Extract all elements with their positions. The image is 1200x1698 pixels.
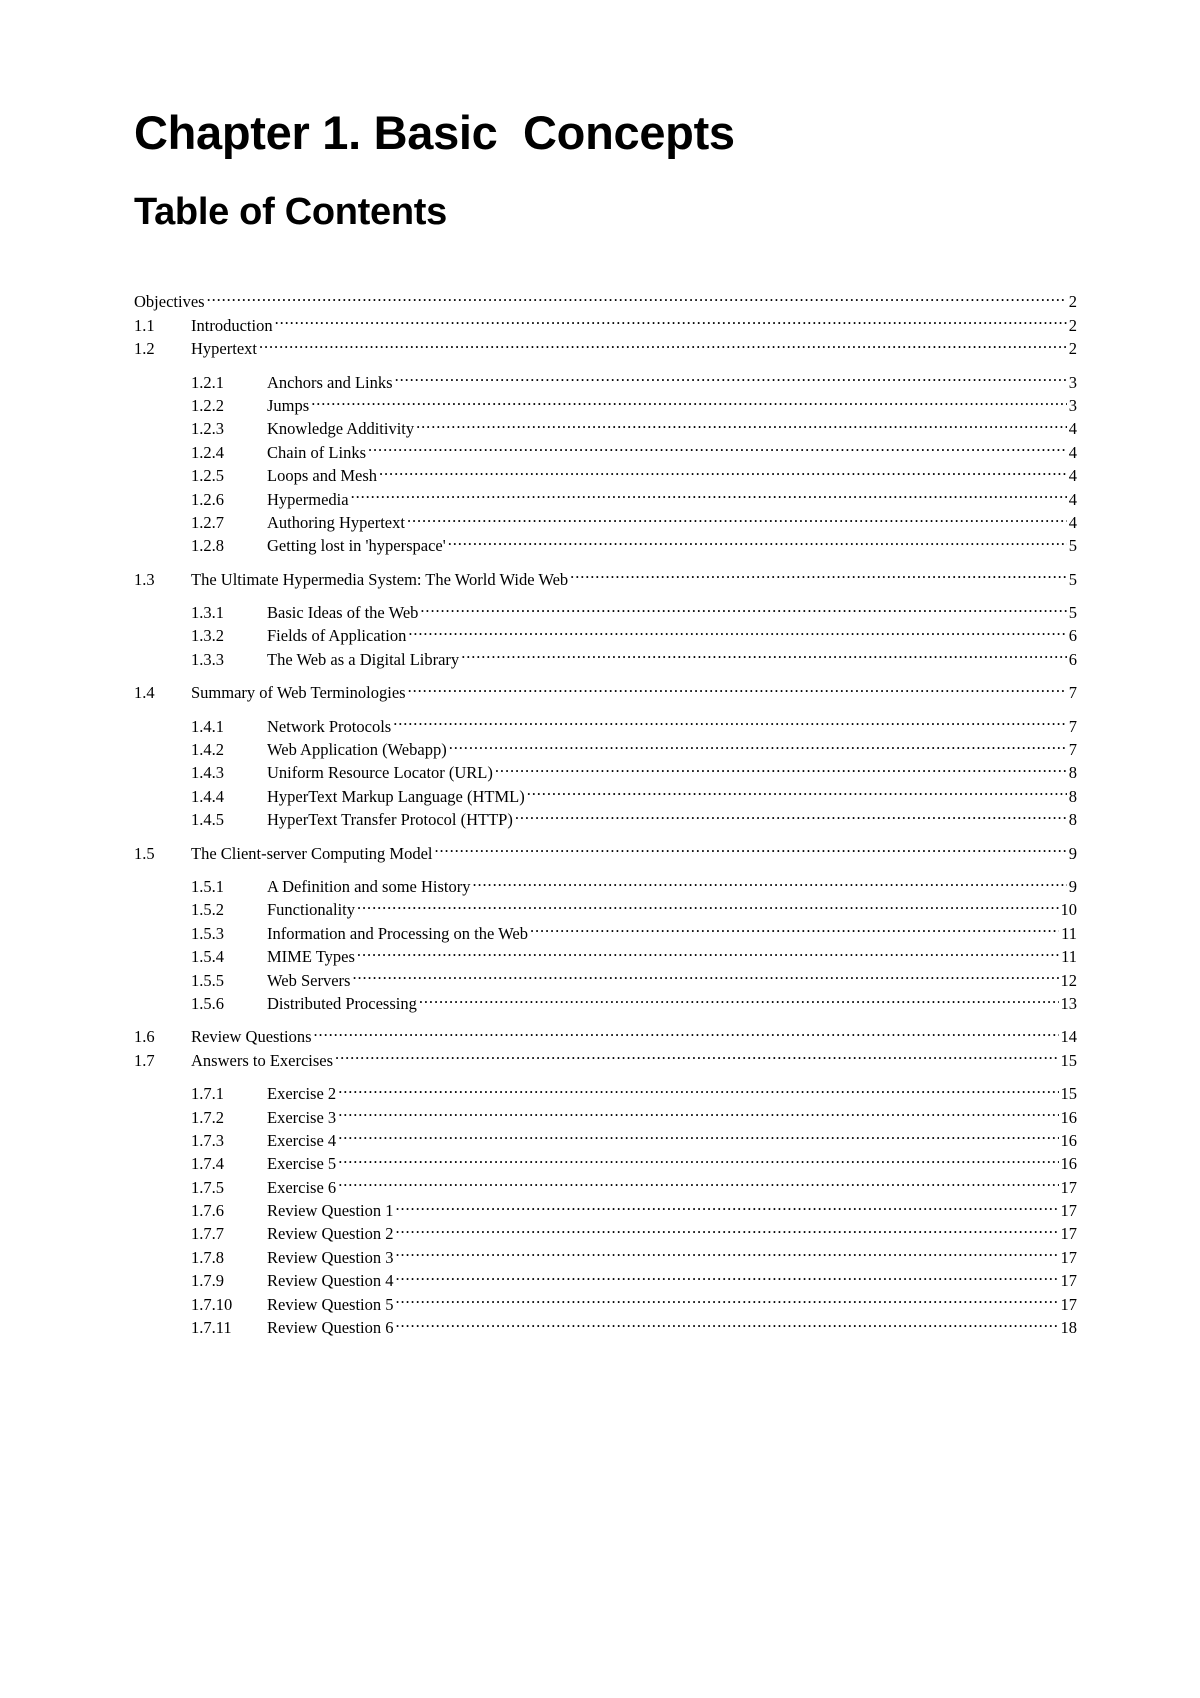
dot-leader — [395, 1310, 1058, 1333]
toc-entry-number: 1.7.10 — [191, 1294, 233, 1314]
toc-entry-title: HyperText Transfer Protocol (HTTP) — [267, 810, 513, 830]
toc-entry-page: 16 — [1060, 1107, 1077, 1127]
toc-entry-page: 17 — [1060, 1271, 1077, 1291]
toc-entry-number: 1.4.1 — [191, 716, 224, 736]
toc-entry-number: 1.7.9 — [191, 1271, 224, 1291]
dot-leader — [435, 835, 1067, 858]
toc-entry-number: 1.4.2 — [191, 740, 224, 760]
toc-entry-title: Review Question 3 — [267, 1247, 394, 1267]
dot-leader — [338, 1076, 1058, 1099]
toc-entry-page: 2 — [1068, 292, 1077, 312]
dot-leader — [395, 1263, 1058, 1286]
toc-entry-page: 8 — [1068, 786, 1077, 806]
toc-entry[interactable] — [134, 364, 1077, 392]
toc-entry-page: 2 — [1068, 339, 1077, 359]
toc-entry-title: Web Application (Webapp) — [267, 740, 447, 760]
toc-entry-page: 17 — [1060, 1201, 1077, 1221]
toc-entry-number: 1.6 — [134, 1027, 155, 1047]
toc-entry-number: 1.7.11 — [191, 1318, 232, 1338]
toc-entry-page: 11 — [1061, 923, 1077, 943]
toc-entry-title: Exercise 4 — [267, 1130, 337, 1150]
toc-entry-number: 1.3 — [134, 569, 155, 589]
toc-entry-page: 17 — [1060, 1224, 1077, 1244]
toc-entry-number: 1.2.8 — [191, 536, 224, 556]
toc-entry-title: A Definition and some History — [267, 876, 471, 896]
toc-entry-page: 8 — [1068, 763, 1077, 783]
toc-entry-page: 17 — [1060, 1177, 1077, 1197]
toc-entry[interactable] — [134, 1076, 1077, 1104]
toc-entry[interactable] — [134, 595, 1077, 623]
toc-entry-page: 4 — [1068, 489, 1077, 509]
toc-entry-number: 1.7.7 — [191, 1224, 224, 1244]
toc-entry-page: 15 — [1060, 1084, 1077, 1104]
toc-entry-title: Web Servers — [267, 970, 351, 990]
dot-leader — [472, 869, 1066, 892]
toc-entry-number: 1.2.1 — [191, 372, 224, 392]
toc-entry[interactable] — [134, 675, 1077, 703]
dot-leader — [515, 802, 1067, 825]
toc-entry[interactable] — [134, 561, 1077, 589]
toc-entry-number: 1.5.3 — [191, 923, 224, 943]
toc-entry-number: 1.2.5 — [191, 466, 224, 486]
toc-entry-title: Chain of Links — [267, 442, 366, 462]
toc-entry-page: 12 — [1060, 970, 1077, 990]
dot-leader — [259, 331, 1067, 354]
toc-entry-title: Hypermedia — [267, 489, 349, 509]
table-of-contents — [134, 284, 1077, 1338]
toc-entry-number: 1.7 — [134, 1050, 155, 1070]
toc-entry-title: Knowledge Additivity — [267, 419, 415, 439]
dot-leader — [420, 595, 1066, 618]
toc-entry-page: 17 — [1060, 1247, 1077, 1267]
toc-entry-page: 16 — [1060, 1130, 1077, 1150]
toc-entry-title: Exercise 3 — [267, 1107, 337, 1127]
toc-entry-page: 5 — [1068, 536, 1077, 556]
toc-entry-title: Review Questions — [191, 1027, 312, 1047]
dot-leader — [357, 892, 1059, 915]
toc-entry-page: 3 — [1068, 372, 1077, 392]
toc-entry-title: Getting lost in 'hyperspace' — [267, 536, 446, 556]
dot-leader — [351, 481, 1067, 504]
toc-entry[interactable] — [134, 284, 1077, 312]
dot-leader — [449, 732, 1067, 755]
toc-entry[interactable] — [134, 307, 1077, 335]
toc-entry-title: Fields of Application — [267, 626, 407, 646]
toc-entry-page: 18 — [1060, 1318, 1077, 1338]
toc-entry-number: 1.3.1 — [191, 603, 224, 623]
toc-entry-number: 1.7.3 — [191, 1130, 224, 1150]
toc-entry-page: 4 — [1068, 419, 1077, 439]
toc-entry-title: Objectives — [134, 292, 205, 312]
toc-entry-title: Authoring Hypertext — [267, 512, 405, 532]
dot-leader — [335, 1042, 1058, 1065]
dot-leader — [338, 1123, 1058, 1146]
dot-leader — [495, 755, 1067, 778]
toc-entry-title: The Client-server Computing Model — [191, 843, 433, 863]
toc-entry-page: 7 — [1068, 716, 1077, 736]
dot-leader — [408, 618, 1066, 641]
toc-entry-page: 15 — [1060, 1050, 1077, 1070]
dot-leader — [416, 411, 1067, 434]
toc-entry-number: 1.3.3 — [191, 649, 224, 669]
toc-entry-number: 1.7.4 — [191, 1154, 224, 1174]
toc-entry-page: 4 — [1068, 466, 1077, 486]
toc-entry-page: 17 — [1060, 1294, 1077, 1314]
dot-leader — [311, 388, 1067, 411]
toc-entry-number: 1.7.2 — [191, 1107, 224, 1127]
toc-entry-title: Exercise 5 — [267, 1154, 337, 1174]
toc-entry-page: 14 — [1060, 1027, 1077, 1047]
toc-entry-page: 2 — [1068, 315, 1077, 335]
toc-entry-number: 1.4.5 — [191, 810, 224, 830]
toc-entry-page: 5 — [1068, 569, 1077, 589]
toc-entry-title: Information and Processing on the Web — [267, 923, 528, 943]
toc-entry-number: 1.2 — [134, 339, 155, 359]
dot-leader — [461, 641, 1067, 664]
toc-entry-number: 1.3.2 — [191, 626, 224, 646]
toc-entry-page: 9 — [1068, 843, 1077, 863]
dot-leader — [395, 364, 1067, 387]
toc-entry-page: 10 — [1060, 900, 1077, 920]
toc-entry-title: Exercise 2 — [267, 1084, 337, 1104]
toc-entry-title: Loops and Mesh — [267, 466, 377, 486]
toc-entry-number: 1.7.6 — [191, 1201, 224, 1221]
toc-entry-title: Review Question 5 — [267, 1294, 394, 1314]
toc-entry-number: 1.7.8 — [191, 1247, 224, 1267]
toc-entry-number: 1.2.6 — [191, 489, 224, 509]
toc-entry-title: Hypertext — [191, 339, 257, 359]
toc-entry-number: 1.5.4 — [191, 947, 224, 967]
toc-entry-page: 4 — [1068, 442, 1077, 462]
dot-leader — [395, 1286, 1058, 1309]
dot-leader — [379, 458, 1067, 481]
dot-leader — [408, 675, 1067, 698]
toc-entry-title: Basic Ideas of the Web — [267, 603, 419, 623]
toc-entry[interactable] — [134, 708, 1077, 736]
toc-entry-title: Review Question 6 — [267, 1318, 394, 1338]
toc-entry-title: Review Question 4 — [267, 1271, 394, 1291]
dot-leader — [338, 1146, 1058, 1169]
dot-leader — [314, 1019, 1059, 1042]
toc-entry-number: 1.2.2 — [191, 395, 224, 415]
toc-entry-page: 11 — [1061, 947, 1077, 967]
toc-entry-title: Review Question 2 — [267, 1224, 394, 1244]
toc-entry-page: 6 — [1068, 649, 1077, 669]
toc-entry-title: Summary of Web Terminologies — [191, 683, 406, 703]
toc-entry-page: 7 — [1068, 740, 1077, 760]
toc-entry-number: 1.4 — [134, 683, 155, 703]
toc-entry-title: Jumps — [267, 395, 310, 415]
toc-entry-title: Answers to Exercises — [191, 1050, 334, 1070]
toc-entry-page: 16 — [1060, 1154, 1077, 1174]
dot-leader — [407, 505, 1067, 528]
dot-leader — [530, 915, 1059, 938]
toc-entry-page: 5 — [1068, 603, 1077, 623]
toc-entry-title: Anchors and Links — [267, 372, 393, 392]
toc-entry-number: 1.5.1 — [191, 876, 224, 896]
toc-entry-title: The Ultimate Hypermedia System: The World Wide Web — [191, 569, 569, 589]
toc-heading: Table of Contents — [134, 191, 447, 233]
dot-leader — [419, 986, 1059, 1009]
toc-entry-title: MIME Types — [267, 947, 355, 967]
toc-entry-page: 7 — [1068, 683, 1077, 703]
toc-entry-page: 6 — [1068, 626, 1077, 646]
toc-entry-number: 1.2.7 — [191, 512, 224, 532]
toc-entry-title: Uniform Resource Locator (URL) — [267, 763, 493, 783]
dot-leader — [395, 1193, 1058, 1216]
toc-entry[interactable] — [134, 835, 1077, 863]
dot-leader — [207, 284, 1067, 307]
toc-entry-number: 1.2.3 — [191, 419, 224, 439]
dot-leader — [338, 1169, 1058, 1192]
chapter-title: Chapter 1. Basic Concepts — [134, 106, 735, 159]
toc-entry-page: 4 — [1068, 512, 1077, 532]
toc-entry[interactable] — [134, 869, 1077, 896]
toc-entry-number: 1.4.4 — [191, 786, 224, 806]
toc-entry[interactable] — [134, 331, 1077, 359]
toc-entry-number: 1.4.3 — [191, 763, 224, 783]
toc-entry-title: Introduction — [191, 315, 273, 335]
toc-entry-number: 1.5.6 — [191, 993, 224, 1013]
toc-entry-number: 1.1 — [134, 315, 155, 335]
toc-entry-title: Functionality — [267, 900, 355, 920]
dot-leader — [448, 528, 1067, 551]
toc-entry[interactable] — [134, 1019, 1077, 1047]
dot-leader — [368, 434, 1067, 457]
dot-leader — [395, 1216, 1058, 1239]
toc-entry-number: 1.7.5 — [191, 1177, 224, 1197]
toc-entry-number: 1.5 — [134, 843, 155, 863]
toc-entry-number: 1.5.5 — [191, 970, 224, 990]
toc-entry-page: 9 — [1068, 876, 1077, 896]
toc-entry-number: 1.5.2 — [191, 900, 224, 920]
toc-entry-number: 1.7.1 — [191, 1084, 224, 1104]
toc-entry-title: HyperText Markup Language (HTML) — [267, 786, 525, 806]
toc-entry-title: Exercise 6 — [267, 1177, 337, 1197]
toc-entry-page: 3 — [1068, 395, 1077, 415]
dot-leader — [527, 778, 1067, 801]
dot-leader — [357, 939, 1059, 962]
dot-leader — [393, 708, 1067, 731]
dot-leader — [395, 1239, 1058, 1262]
toc-entry-title: The Web as a Digital Library — [267, 649, 460, 669]
toc-entry-title: Network Protocols — [267, 716, 392, 736]
toc-entry-title: Review Question 1 — [267, 1201, 394, 1221]
dot-leader — [338, 1099, 1058, 1122]
dot-leader — [570, 561, 1067, 584]
toc-entry-page: 8 — [1068, 810, 1077, 830]
toc-entry-number: 1.2.4 — [191, 442, 224, 462]
toc-entry-page: 13 — [1060, 993, 1077, 1013]
dot-leader — [352, 962, 1058, 985]
dot-leader — [275, 307, 1067, 330]
toc-entry-title: Distributed Processing — [267, 993, 417, 1013]
